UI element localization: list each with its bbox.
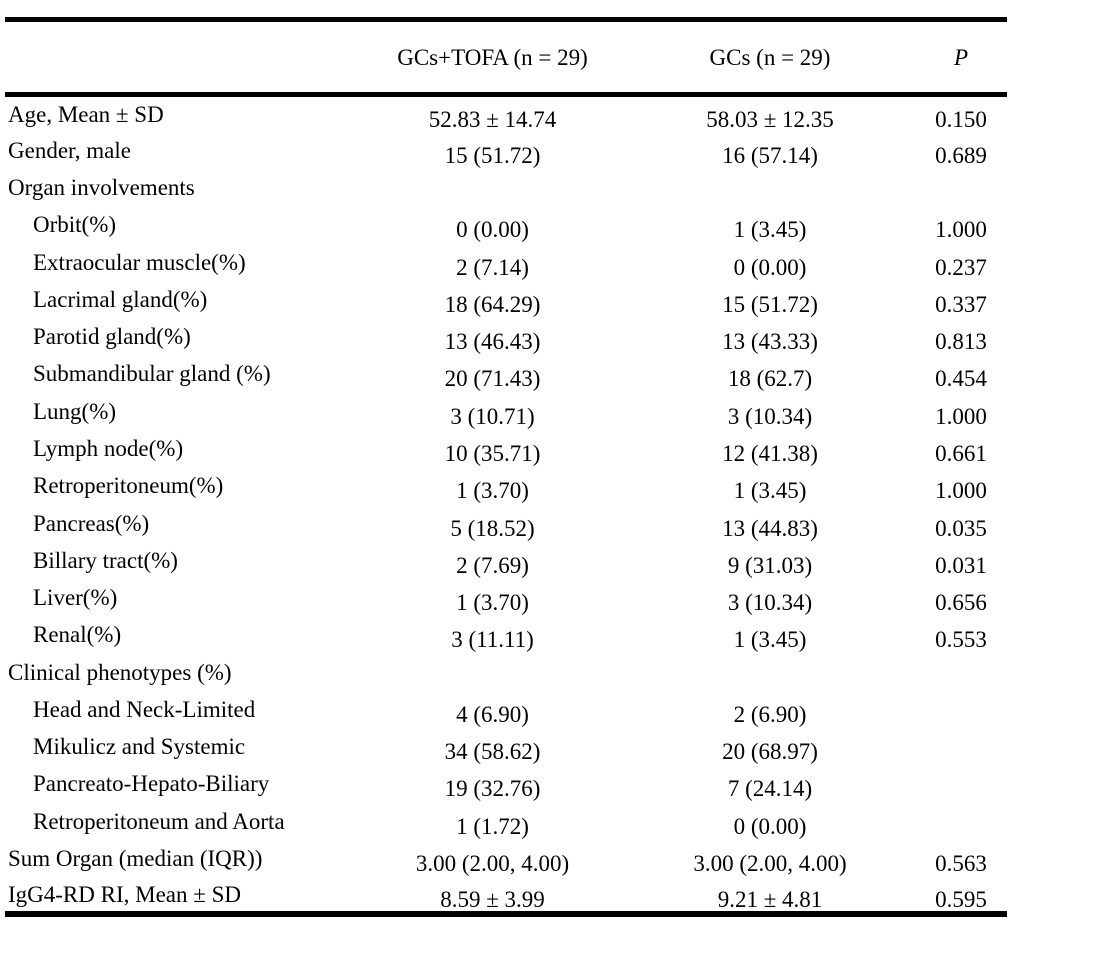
cell-gcs-tofa-text: 34 (58.62) [444, 739, 541, 765]
cell-gcs [625, 616, 915, 653]
table-row [5, 95, 1007, 132]
cell-gcs [625, 728, 915, 765]
cell-p-value [915, 467, 1007, 504]
cell-p-value-text: 0.595 [935, 886, 987, 912]
cell-gcs [625, 206, 915, 243]
cell-gcs-text: 1 (3.45) [733, 627, 807, 653]
cell-gcs [625, 467, 915, 504]
cell-p-value [915, 393, 1007, 430]
cell-p-value [915, 430, 1007, 467]
row-label: Lymph node(%) [33, 436, 184, 462]
cell-gcs-tofa [360, 169, 625, 206]
cell-gcs-tofa-text: 2 (7.14) [456, 254, 529, 280]
cell-p-value-text: 1.000 [935, 217, 987, 243]
row-label: Pancreato-Hepato-Biliary [33, 771, 270, 797]
row-label: Lacrimal gland(%) [33, 286, 208, 312]
table-row [5, 803, 1007, 840]
cell-gcs-text: 9.21 ± 4.81 [717, 886, 823, 912]
cell-gcs-tofa-text: 1 (3.70) [456, 590, 529, 616]
cell-p-value [915, 579, 1007, 616]
cell-gcs-text: 2 (6.90) [733, 701, 807, 727]
cell-gcs-text: 13 (44.83) [722, 515, 818, 541]
cell-p-value-text: 0.661 [935, 441, 987, 467]
cell-gcs-tofa-text: 20 (71.43) [444, 366, 541, 392]
table-row [5, 504, 1007, 541]
row-label: Lung(%) [33, 398, 117, 424]
cell-gcs [625, 132, 915, 169]
cell-gcs-tofa [360, 95, 625, 132]
cell-p-value [915, 244, 1007, 281]
cell-gcs-text: 58.03 ± 12.35 [706, 106, 834, 132]
table-row [5, 467, 1007, 504]
cell-p-value [915, 653, 1007, 690]
cell-gcs-tofa-text: 15 (51.72) [444, 142, 541, 168]
cell-gcs-text: 15 (51.72) [722, 291, 818, 317]
table-header [5, 20, 1007, 95]
cell-p-value [915, 765, 1007, 802]
cell-p-value-text: 0.337 [935, 291, 987, 317]
cell-p-value-text: 0.454 [935, 366, 987, 392]
cell-gcs-tofa-text: 4 (6.90) [456, 701, 529, 727]
cell-p-value [915, 318, 1007, 355]
cell-gcs [625, 803, 915, 840]
cell-gcs [625, 281, 915, 318]
cell-gcs-tofa [360, 579, 625, 616]
row-label: Extraocular muscle(%) [33, 249, 246, 275]
cell-p-value [915, 355, 1007, 392]
cell-p-value [915, 616, 1007, 653]
section-row [5, 653, 1007, 690]
cell-gcs-text: 20 (68.97) [722, 739, 818, 765]
cell-gcs [625, 393, 915, 430]
table-row [5, 579, 1007, 616]
table-row [5, 542, 1007, 579]
cell-gcs-tofa [360, 840, 625, 877]
header-gcs-tofa: GCs+TOFA (n = 29) [360, 20, 625, 95]
cell-gcs-text: 1 (3.45) [733, 478, 807, 504]
cell-gcs-tofa [360, 132, 625, 169]
cell-gcs-tofa-text: 18 (64.29) [444, 291, 541, 317]
cell-p-value-text: 0.150 [935, 106, 987, 132]
row-label: Head and Neck-Limited [33, 696, 256, 722]
row-label: Pancreas(%) [33, 510, 150, 536]
cell-p-value-text: 0.237 [935, 254, 987, 280]
cell-p-value-text: 0.689 [935, 142, 987, 168]
cell-p-value [915, 840, 1007, 877]
cell-p-value [915, 206, 1007, 243]
cell-gcs-tofa [360, 803, 625, 840]
cell-gcs-tofa-text: 13 (46.43) [444, 329, 541, 355]
cell-p-value-text: 1.000 [935, 403, 987, 429]
cell-gcs-tofa [360, 318, 625, 355]
cell-gcs-tofa [360, 616, 625, 653]
row-label: IgG4-RD RI, Mean ± SD [8, 881, 242, 907]
cell-gcs-tofa [360, 691, 625, 728]
cell-gcs-tofa-text: 3 (10.71) [450, 403, 535, 429]
cell-p-value [915, 169, 1007, 206]
cell-gcs-tofa-text: 3.00 (2.00, 4.00) [415, 850, 570, 876]
cell-p-value-text: 0.656 [935, 590, 987, 616]
cell-gcs-text: 0 (0.00) [733, 254, 807, 280]
table-row [5, 840, 1007, 877]
row-label: Gender, male [8, 137, 131, 163]
cell-gcs-tofa-text: 1 (1.72) [456, 813, 529, 839]
cell-gcs-tofa [360, 877, 625, 914]
row-label: Billary tract(%) [33, 547, 178, 573]
comparison-table-container [5, 17, 1007, 917]
cell-gcs-text: 7 (24.14) [727, 776, 813, 802]
cell-p-value [915, 877, 1007, 914]
row-label: Renal(%) [33, 622, 122, 648]
cell-gcs-tofa-text: 0 (0.00) [456, 217, 529, 243]
header-p-value: P [915, 20, 1007, 95]
cell-gcs-tofa-text: 10 (35.71) [444, 441, 541, 467]
table-row [5, 132, 1007, 169]
cell-p-value [915, 542, 1007, 579]
table-row [5, 430, 1007, 467]
cell-gcs-text: 3.00 (2.00, 4.00) [693, 850, 847, 876]
table-row [5, 393, 1007, 430]
cell-gcs-tofa [360, 393, 625, 430]
row-label: Organ involvements [8, 175, 195, 201]
row-label: Mikulicz and Systemic [33, 734, 246, 760]
table-row [5, 691, 1007, 728]
cell-gcs [625, 877, 915, 914]
table-row [5, 877, 1007, 914]
header-empty [5, 20, 360, 95]
cell-gcs [625, 840, 915, 877]
cell-gcs [625, 504, 915, 541]
cell-gcs [625, 542, 915, 579]
cell-gcs-tofa-text: 52.83 ± 14.74 [428, 106, 557, 132]
cell-gcs-text: 12 (41.38) [722, 441, 818, 467]
table-body [5, 95, 1007, 915]
cell-gcs-tofa-text: 2 (7.69) [456, 552, 529, 578]
row-label: Parotid gland(%) [33, 324, 191, 350]
row-label: Age, Mean ± SD [8, 101, 164, 127]
table-row [5, 765, 1007, 802]
cell-p-value [915, 504, 1007, 541]
cell-gcs-text: 0 (0.00) [733, 813, 807, 839]
table-row [5, 206, 1007, 243]
cell-gcs-tofa-text: 3 (11.11) [451, 627, 534, 653]
cell-gcs [625, 653, 915, 690]
cell-p-value [915, 281, 1007, 318]
cell-gcs-text: 18 (62.7) [727, 366, 813, 392]
cell-p-value-text: 1.000 [935, 478, 987, 504]
cell-gcs-tofa [360, 244, 625, 281]
cell-gcs-tofa [360, 542, 625, 579]
cell-gcs [625, 579, 915, 616]
cell-gcs-text: 3 (10.34) [727, 590, 813, 616]
table-row [5, 244, 1007, 281]
cell-gcs-text: 16 (57.14) [722, 142, 818, 168]
row-label: Retroperitoneum and Aorta [33, 808, 285, 834]
cell-gcs-tofa [360, 281, 625, 318]
table-row [5, 281, 1007, 318]
cell-gcs-tofa [360, 728, 625, 765]
comparison-table [5, 17, 1007, 917]
row-label: Orbit(%) [33, 212, 117, 238]
cell-p-value-text: 0.553 [935, 627, 987, 653]
table-row [5, 616, 1007, 653]
cell-gcs-text: 1 (3.45) [733, 217, 807, 243]
cell-gcs-text: 9 (31.03) [727, 552, 813, 578]
cell-gcs [625, 430, 915, 467]
cell-gcs-tofa [360, 430, 625, 467]
cell-gcs-tofa [360, 467, 625, 504]
row-label: Sum Organ (median (IQR)) [8, 845, 263, 871]
cell-gcs [625, 691, 915, 728]
cell-p-value [915, 132, 1007, 169]
cell-p-value [915, 803, 1007, 840]
header-row [5, 20, 1007, 95]
cell-gcs-tofa [360, 765, 625, 802]
cell-gcs-tofa [360, 504, 625, 541]
cell-gcs [625, 318, 915, 355]
row-label: Submandibular gland (%) [33, 361, 271, 387]
section-row [5, 169, 1007, 206]
cell-p-value-text: 0.563 [935, 850, 987, 876]
cell-gcs [625, 355, 915, 392]
cell-gcs-tofa-text: 5 (18.52) [450, 515, 535, 541]
cell-gcs-tofa-text: 19 (32.76) [444, 776, 541, 802]
header-gcs: GCs (n = 29) [625, 20, 915, 95]
cell-gcs-tofa [360, 355, 625, 392]
table-row [5, 355, 1007, 392]
table-row [5, 728, 1007, 765]
cell-p-value-text: 0.035 [935, 515, 987, 541]
cell-gcs-tofa [360, 206, 625, 243]
cell-gcs [625, 95, 915, 132]
row-label: Clinical phenotypes (%) [8, 659, 232, 685]
row-label: Liver(%) [33, 585, 118, 611]
row-label: Retroperitoneum(%) [33, 473, 224, 499]
cell-gcs [625, 244, 915, 281]
cell-p-value [915, 95, 1007, 132]
cell-gcs [625, 169, 915, 206]
cell-p-value-text: 0.813 [935, 329, 987, 355]
cell-p-value [915, 691, 1007, 728]
cell-p-value [915, 728, 1007, 765]
cell-gcs-text: 13 (43.33) [722, 329, 818, 355]
cell-gcs-tofa-text: 8.59 ± 3.99 [440, 886, 545, 912]
cell-gcs-tofa-text: 1 (3.70) [456, 478, 529, 504]
cell-gcs [625, 765, 915, 802]
cell-gcs-text: 3 (10.34) [727, 403, 813, 429]
table-row [5, 318, 1007, 355]
cell-p-value-text: 0.031 [935, 552, 987, 578]
cell-gcs-tofa [360, 653, 625, 690]
